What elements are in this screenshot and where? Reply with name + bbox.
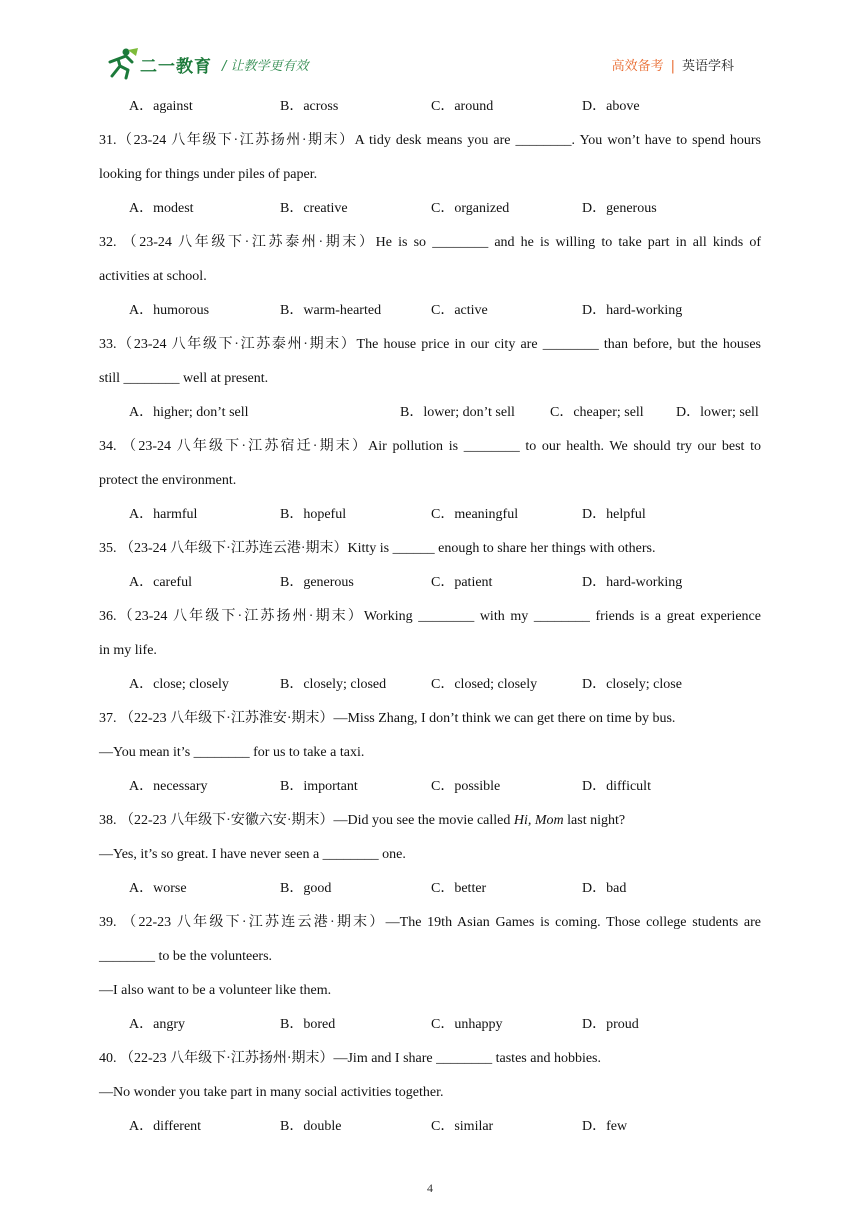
header-right — [612, 55, 734, 74]
option-b[interactable]: B．closely; closed — [280, 677, 387, 692]
q32-options — [99, 297, 761, 331]
option-c[interactable]: C．meaningful — [431, 507, 519, 522]
option-b[interactable]: B．creative — [280, 201, 348, 216]
option-c[interactable]: C．cheaper; sell — [550, 405, 644, 420]
header-subject: 英语学科 — [681, 59, 734, 74]
option-b[interactable]: B．across — [280, 99, 339, 114]
option-c[interactable]: C．unhappy — [431, 1017, 503, 1032]
q38-reply: —Yes, it’s so great. I have never seen a ________ one. — [99, 847, 406, 862]
q37-options — [99, 773, 761, 807]
q39-options — [99, 1011, 761, 1045]
q39-reply: —I also want to be a volunteer like them. — [99, 983, 332, 998]
q39-stem-cont: ________ to be the volunteers. — [99, 949, 273, 964]
q38-stem — [99, 807, 761, 841]
q39-stem: 39. （22-23 八年级下·江苏连云港·期末）—The 19th Asian Games is coming. Those college students are — [99, 915, 761, 930]
option-a[interactable]: A．against — [129, 99, 193, 114]
option-a[interactable]: A．close; closely — [129, 677, 229, 692]
option-a[interactable]: A．higher; don’t sell — [129, 405, 249, 420]
option-d[interactable]: D．proud — [582, 1017, 639, 1032]
q34-stem: 34. （23-24 八年级下·江苏宿迁·期末）Air pollution is ________ to our health. We should try our best to — [99, 439, 761, 454]
q35-options — [99, 569, 761, 603]
option-c[interactable]: C．closed; closely — [431, 677, 538, 692]
question-list — [99, 93, 761, 1147]
q40-reply: —No wonder you take part in many social activities together. — [99, 1085, 444, 1100]
option-a[interactable]: A．angry — [129, 1017, 185, 1032]
q33-stem: 33.（23-24 八年级下·江苏泰州·期末）The house price in our city are ________ than before, but the houses — [99, 337, 761, 352]
q31-stem: 31.（23-24 八年级下·江苏扬州·期末）A tidy desk means you are ________. You won’t have to spend hours — [99, 133, 761, 148]
option-b[interactable]: B．double — [280, 1119, 342, 1134]
option-a[interactable]: A．humorous — [129, 303, 210, 318]
option-c[interactable]: C．active — [431, 303, 488, 318]
option-d[interactable]: D．few — [582, 1119, 628, 1134]
logo-text: 二一教育 — [140, 57, 212, 77]
q32-stem: 32. （23-24 八年级下·江苏泰州·期末）He is so ________ and he is willing to take part in all kinds of — [99, 235, 761, 250]
option-d[interactable]: D．hard-working — [582, 575, 683, 590]
option-b[interactable]: B．warm-hearted — [280, 303, 382, 318]
option-c[interactable]: C．similar — [431, 1119, 494, 1134]
option-b[interactable]: B．good — [280, 881, 332, 896]
header-tag: 高效备考 — [611, 59, 664, 74]
q40-stem: 40. （22-23 八年级下·江苏扬州·期末）—Jim and I share ________ tastes and hobbies. — [99, 1051, 601, 1066]
q36-options — [99, 671, 761, 705]
option-d[interactable]: D．closely; close — [582, 677, 682, 692]
q33-stem-cont: still ________ well at present. — [99, 371, 269, 386]
option-d[interactable]: D．lower; sell — [676, 405, 759, 420]
slogan: / 让教学更有效 — [222, 59, 309, 74]
option-b[interactable]: B．generous — [280, 575, 354, 590]
option-d[interactable]: D．bad — [582, 881, 627, 896]
option-a[interactable]: A．worse — [129, 881, 187, 896]
option-a[interactable]: A．modest — [129, 201, 194, 216]
q34-options — [99, 501, 761, 535]
q38-stem-end: last night? — [563, 813, 626, 828]
q37-reply: —You mean it’s ________ for us to take a taxi. — [99, 745, 365, 760]
q31-stem-cont: looking for things under piles of paper. — [99, 167, 318, 182]
option-d[interactable]: D．above — [582, 99, 640, 114]
q36-stem-cont: in my life. — [99, 643, 157, 658]
option-c[interactable]: C．better — [431, 881, 487, 896]
option-b[interactable]: B．important — [280, 779, 358, 794]
brand-logo — [106, 46, 214, 82]
q34-stem-cont: protect the environment. — [99, 473, 237, 488]
option-d[interactable]: D．generous — [582, 201, 657, 216]
option-d[interactable]: D．helpful — [582, 507, 646, 522]
q36-stem: 36.（23-24 八年级下·江苏扬州·期末）Working ________ with my ________ friends is a great experience — [99, 609, 761, 624]
q38-stem-start: 38. （22-23 八年级下·安徽六安·期末）—Did you see the movie called — [99, 813, 514, 828]
option-c[interactable]: C．patient — [431, 575, 493, 590]
q38-options — [99, 875, 761, 909]
q33-options — [99, 399, 761, 433]
option-b[interactable]: B．bored — [280, 1017, 336, 1032]
q40-options — [99, 1113, 761, 1147]
q30-options — [99, 93, 761, 127]
option-d[interactable]: D．hard-working — [582, 303, 683, 318]
q31-options — [99, 195, 761, 229]
page-number: 4 — [427, 1181, 433, 1195]
option-b[interactable]: B．lower; don’t sell — [400, 405, 515, 420]
q37-stem: 37. （22-23 八年级下·江苏淮安·期末）—Miss Zhang, I don’t think we can get there on time by bus. — [99, 711, 676, 726]
option-a[interactable]: A．different — [129, 1119, 202, 1134]
option-c[interactable]: C．around — [431, 99, 494, 114]
header-separator: | — [670, 59, 675, 74]
runner-logo-icon — [106, 46, 140, 80]
option-b[interactable]: B．hopeful — [280, 507, 347, 522]
page-header — [0, 0, 860, 90]
option-a[interactable]: A．harmful — [129, 507, 198, 522]
q32-stem-cont: activities at school. — [99, 269, 207, 284]
option-a[interactable]: A．necessary — [129, 779, 208, 794]
option-c[interactable]: C．possible — [431, 779, 501, 794]
q35-stem: 35. （23-24 八年级下·江苏连云港·期末）Kitty is ______ enough to share her things with others. — [99, 541, 656, 556]
option-d[interactable]: D．difficult — [582, 779, 651, 794]
option-a[interactable]: A．careful — [129, 575, 192, 590]
movie-title: Hi, Mom — [513, 813, 564, 828]
option-c[interactable]: C．organized — [431, 201, 510, 216]
